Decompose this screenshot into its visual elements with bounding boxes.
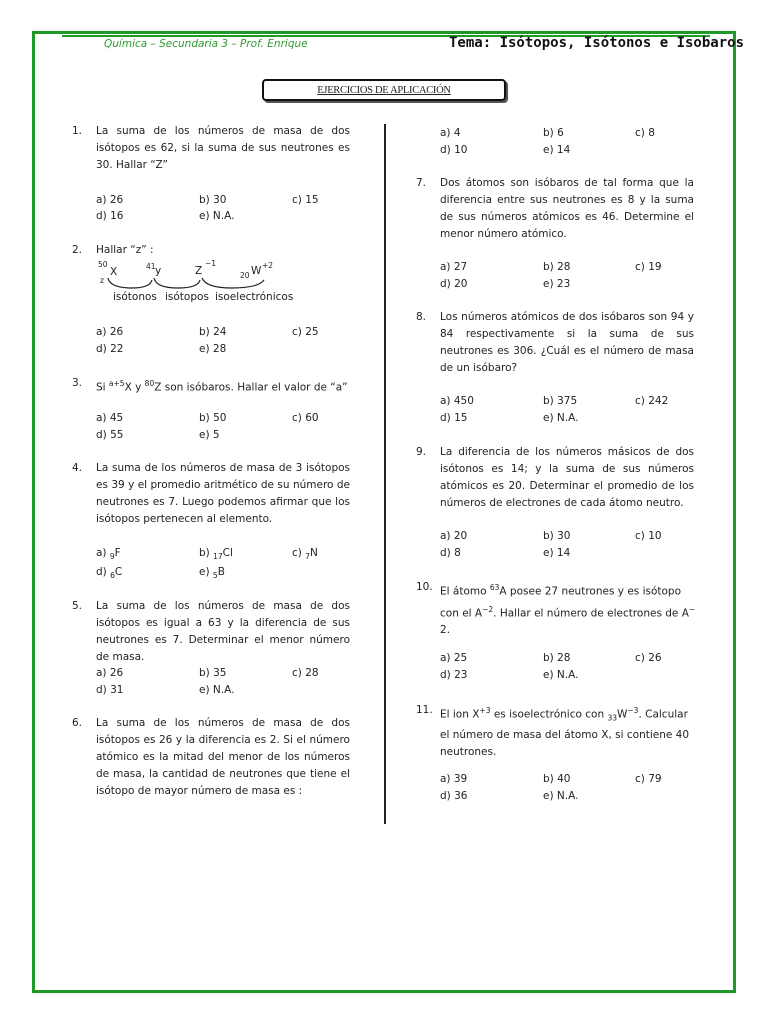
q4-option-d: d) $_6$C xyxy=(96,566,123,581)
q8-option-d: d) 15 xyxy=(440,412,468,424)
q1-option-d: d) 16 xyxy=(96,210,124,222)
q9-option-b: b) 30 xyxy=(543,530,571,542)
question-1-text: La suma de los números de masa de dos isótopos es 62, si la suma de sus neutrones es 30. Hallar “Z” xyxy=(96,125,350,171)
question-number: 2. xyxy=(72,244,83,256)
q3-option-d: d) 55 xyxy=(96,429,124,441)
q10-option-a: a) 25 xyxy=(440,652,468,664)
q11-option-a: a) 39 xyxy=(440,773,468,785)
title-box xyxy=(262,79,506,101)
q3-option-c: c) 60 xyxy=(292,412,319,424)
q6-option-e: e) 14 xyxy=(543,144,571,156)
q10-option-e: e) N.A. xyxy=(543,669,579,681)
q10-option-c: c) 26 xyxy=(635,652,662,664)
question-number: 5. xyxy=(72,600,83,612)
q4-option-a: a) $_9$F xyxy=(96,547,121,562)
q10-option-d: d) 23 xyxy=(440,669,468,681)
q9-option-a: a) 20 xyxy=(440,530,468,542)
q5-option-a: a) 26 xyxy=(96,667,124,679)
question-5-text: La suma de los números de masa de dos isótopos es igual a 63 y la diferencia de sus neutrones es 7. Determinar el menor número de masa. xyxy=(96,600,350,663)
q2-option-a: a) 26 xyxy=(96,326,124,338)
q8-option-c: c) 242 xyxy=(635,395,669,407)
question-number: 9. xyxy=(416,446,427,458)
q3-option-e: e) 5 xyxy=(199,429,220,441)
q2-option-e: e) 28 xyxy=(199,343,227,355)
q7-option-a: a) 27 xyxy=(440,261,468,273)
q1-option-e: e) N.A. xyxy=(199,210,235,222)
q2-option-d: d) 22 xyxy=(96,343,124,355)
q11-option-b: b) 40 xyxy=(543,773,571,785)
q5-option-c: c) 28 xyxy=(292,667,319,679)
question-number: 3. xyxy=(72,377,83,389)
q7-option-d: d) 20 xyxy=(440,278,468,290)
q11-option-c: c) 79 xyxy=(635,773,662,785)
question-number: 10. xyxy=(416,581,433,593)
q1-option-b: b) 30 xyxy=(199,194,227,206)
q6-option-d: d) 10 xyxy=(440,144,468,156)
q6-option-c: c) 8 xyxy=(635,127,655,139)
q2-option-c: c) 25 xyxy=(292,326,319,338)
q7-option-e: e) 23 xyxy=(543,278,571,290)
question-number: 6. xyxy=(72,717,83,729)
question-11-text: El ion $X^{+3}$ es isoelectrónico con $_{33}W^{-3}$. Calcular el número de masa del átomo X, si contiene 40 neutrones. xyxy=(440,706,690,758)
q4-option-c: c) $_7$N xyxy=(292,547,318,562)
q7-option-b: b) 28 xyxy=(543,261,571,273)
question-number: 4. xyxy=(72,462,83,474)
question-number: 7. xyxy=(416,177,427,189)
q11-option-e: e) N.A. xyxy=(543,790,579,802)
question-4-text: La suma de los números de masa de 3 isótopos es 39 y el promedio aritmético de su número de neutrones es 7. Luego podemos afirmar que los isótopos pertenecen al elemento. xyxy=(96,462,350,525)
q11-option-d: d) 36 xyxy=(440,790,468,802)
header-topic: Tema: Isótopos, Isótonos e Isobaros xyxy=(449,35,745,51)
q6-option-a: a) 4 xyxy=(440,127,461,139)
q9-option-d: d) 8 xyxy=(440,547,461,559)
braces xyxy=(100,276,280,292)
header-course: Química – Secundaria 3 – Prof. Enrique xyxy=(104,38,308,50)
column-divider xyxy=(384,124,386,824)
q5-option-e: e) N.A. xyxy=(199,684,235,696)
question-3-text: Si $^{a+5}$X y $^{80}$Z son isóbaros. Hallar el valor de “a” xyxy=(96,379,348,394)
q2-option-b: b) 24 xyxy=(199,326,227,338)
q5-option-b: b) 35 xyxy=(199,667,227,679)
page-title: EJERCICIOS DE APLICACIÓN xyxy=(317,85,451,96)
q7-option-c: c) 19 xyxy=(635,261,662,273)
q9-option-e: e) 14 xyxy=(543,547,571,559)
q8-option-e: e) N.A. xyxy=(543,412,579,424)
q4-option-b: b) $_{17}$Cl xyxy=(199,547,233,562)
question-10-text: El átomo $^{63}$A posee 27 neutrones y es isótopo con el $A^{-2}$. Hallar el número de electrones de A− 2. xyxy=(440,583,696,636)
q3-option-a: a) 45 xyxy=(96,412,124,424)
question-7-text: Dos átomos son isóbaros de tal forma que la diferencia entre sus neutrones es 8 y la suma de sus números atómicos es 46. Determine el menor número atómico. xyxy=(440,177,694,240)
question-9-text: La diferencia de los números másicos de dos isótonos es 14; y la suma de sus números atómicos es 20. Determinar el promedio de los números de electrones de cada átomo neutro. xyxy=(440,446,694,509)
q8-option-a: a) 450 xyxy=(440,395,474,407)
question-6-text: La suma de los números de masa de dos isótopos es 26 y la diferencia es 2. Si el número atómico es la mitad del menor de los números de masa, la cantidad de neutrones que tiene el isótopo de mayor número de masa es : xyxy=(96,717,350,797)
q4-option-e: e) $_5$B xyxy=(199,566,225,581)
question-8-text: Los números atómicos de dos isóbaros son 94 y 84 respectivamente si la suma de sus neutrones es 306. ¿Cuál es el número de masa de un isóbaro? xyxy=(440,311,694,374)
q1-option-c: c) 15 xyxy=(292,194,319,206)
question-2-text: Hallar “z” : xyxy=(96,244,154,256)
q10-option-b: b) 28 xyxy=(543,652,571,664)
question-number: 8. xyxy=(416,311,427,323)
q6-option-b: b) 6 xyxy=(543,127,564,139)
q8-option-b: b) 375 xyxy=(543,395,578,407)
q9-option-c: c) 10 xyxy=(635,530,662,542)
q3-option-b: b) 50 xyxy=(199,412,227,424)
q5-option-d: d) 31 xyxy=(96,684,124,696)
q1-option-a: a) 26 xyxy=(96,194,124,206)
question-number: 1. xyxy=(72,125,83,137)
question-number: 11. xyxy=(416,704,433,716)
